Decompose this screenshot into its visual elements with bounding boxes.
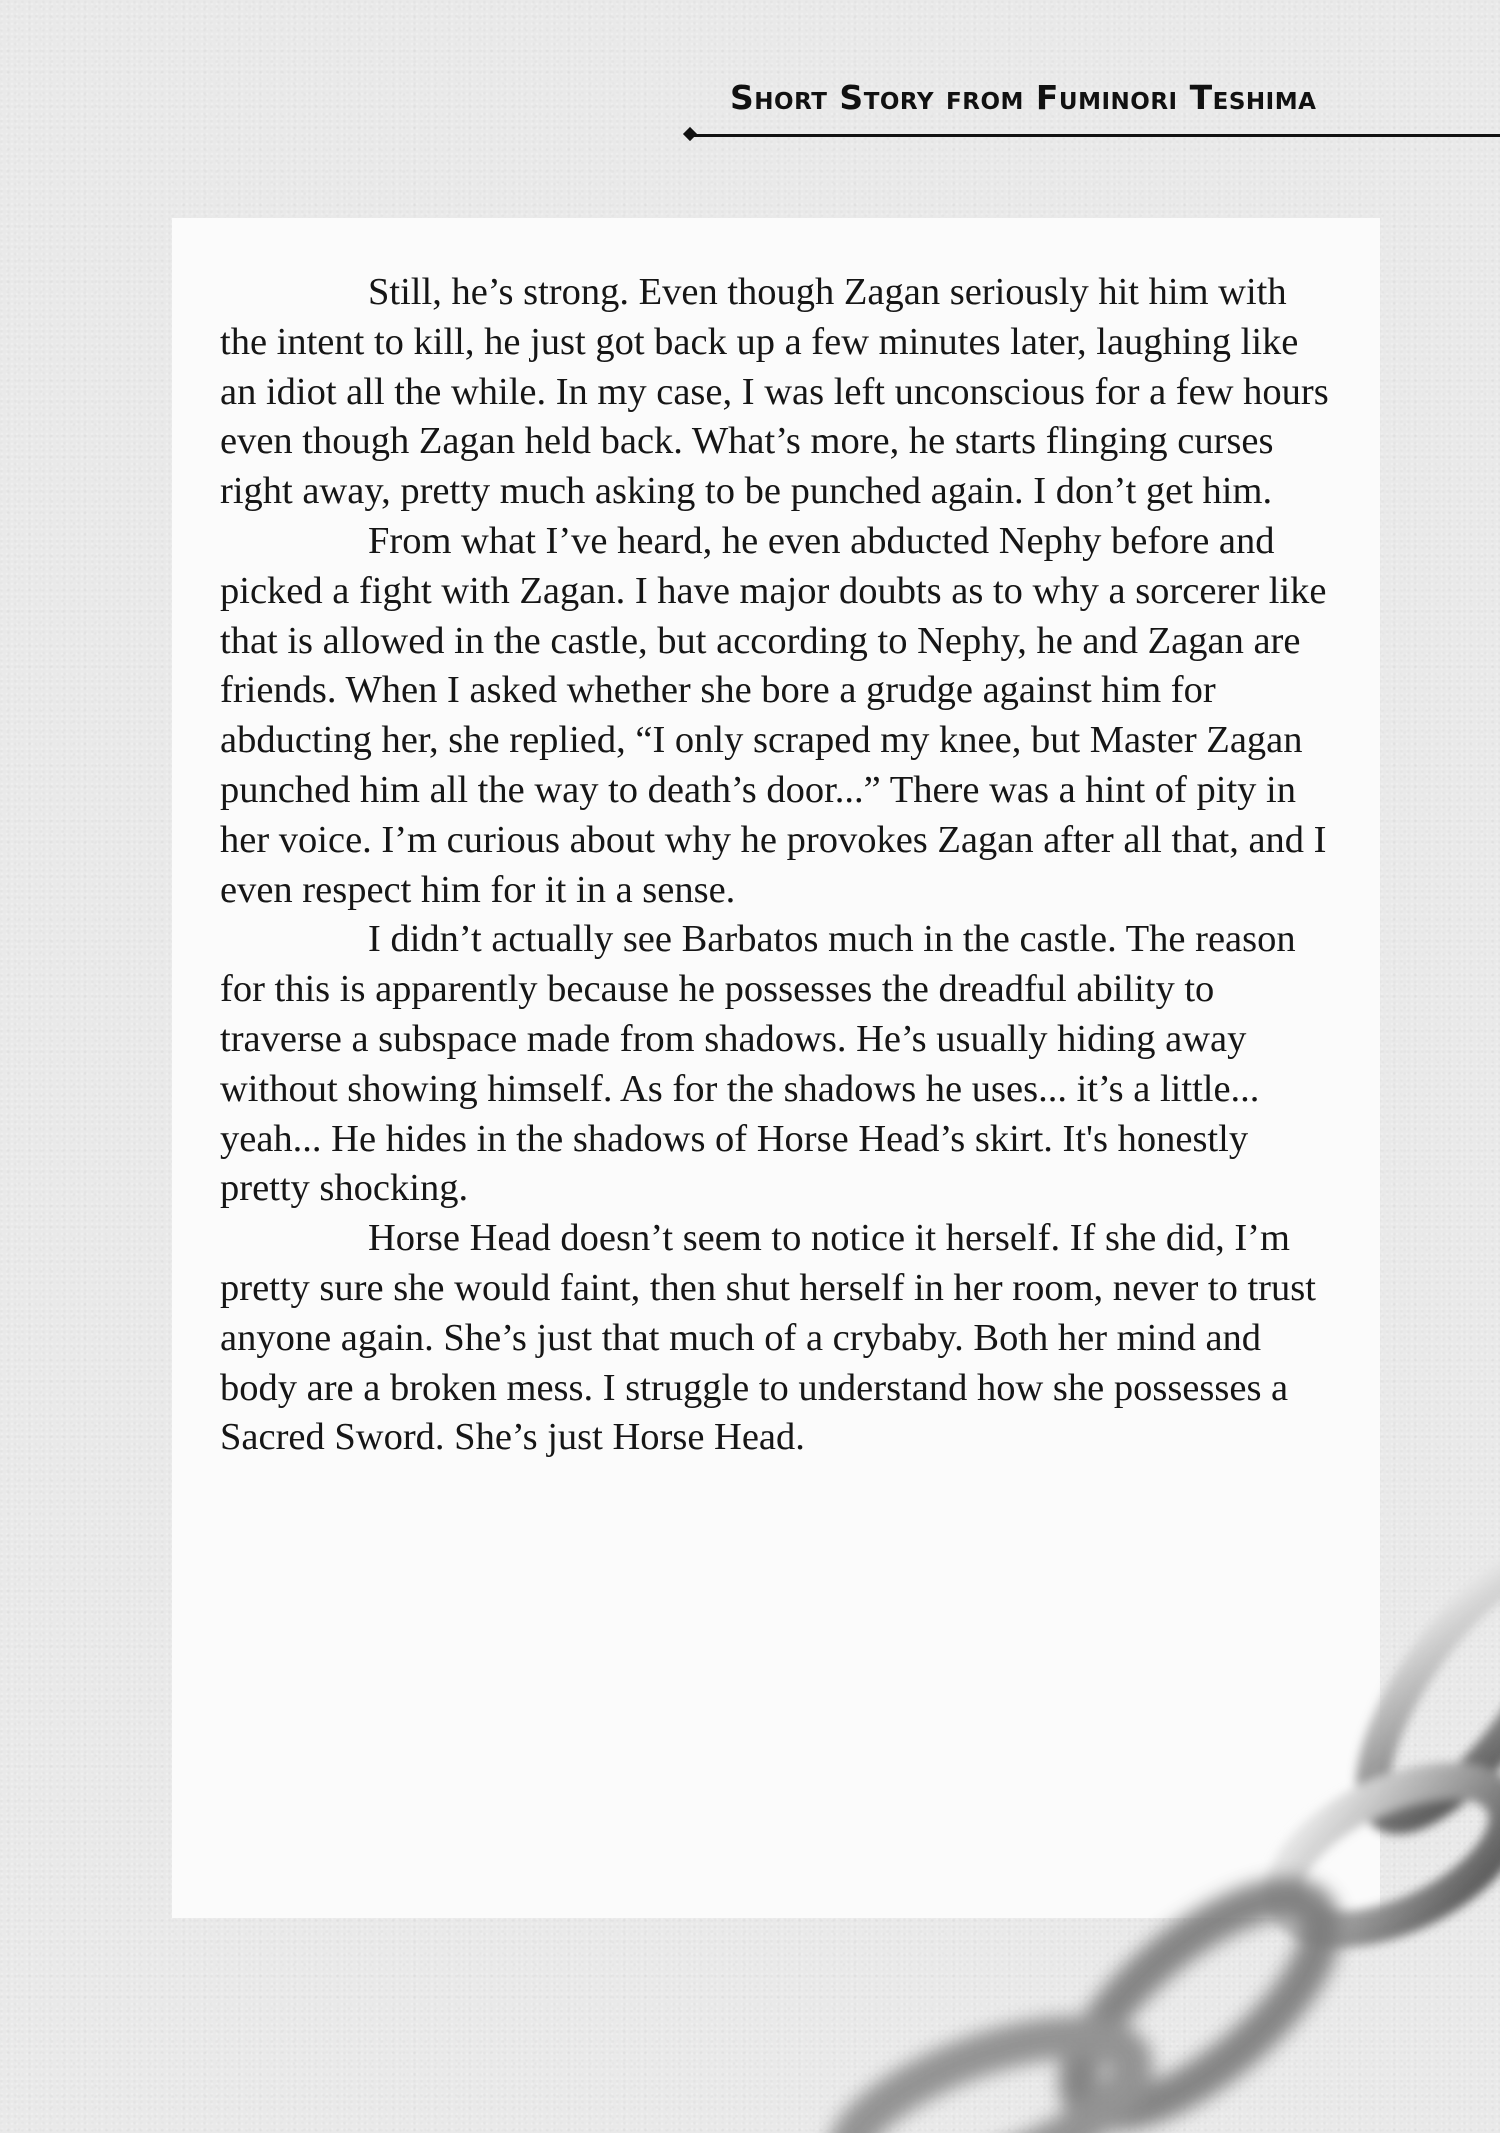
running-header-title: Short Story from Fuminori Teshima <box>730 78 1317 117</box>
running-header <box>690 70 1500 140</box>
header-rule <box>690 134 1500 137</box>
story-paragraph: Still, he’s strong. Even though Zagan seriously hit him with the intent to kill, he just got back up a few minutes later, laughing like an idiot all the while. In my case, I was left unconscious for a few hours even though Zagan held back. What’s more, he starts flinging curses right away, pretty much asking to be punched again. I don’t get him. <box>220 271 1329 513</box>
story-paragraph: Horse Head doesn’t seem to notice it herself. If she did, I’m pretty sure she would faint, then shut herself in her room, never to trust anyone again. She’s just that much of a crybaby. Both her mind and body are a broken mess. I struggle to understand how she possesses a Sacred Sword. She’s just Horse Head. <box>220 1217 1316 1459</box>
story-paragraph: From what I’ve heard, he even abducted Nephy before and picked a fight with Zagan. I have major doubts as to why a sorcerer like that is allowed in the castle, but according to Nephy, he and Zagan are friends. When I asked whether she bore a grudge against him for abducting her, she replied, “I only scraped my knee, but Master Zagan punched him all the way to death’s door...” There was a hint of pity in her voice. I’m curious about why he provokes Zagan after all that, and I even respect him for it in a sense. <box>220 519 1327 911</box>
story-body <box>220 268 1330 1463</box>
story-paragraph: I didn’t actually see Barbatos much in the castle. The reason for this is apparently because he possesses the dreadful ability to traverse a subspace made from shadows. He’s usually hiding away without showing himself. As for the shadows he uses... it’s a little... yeah... He hides in the shadows of Horse Head’s skirt. It's honestly pretty shocking. <box>220 918 1296 1210</box>
diamond-icon <box>683 127 697 141</box>
